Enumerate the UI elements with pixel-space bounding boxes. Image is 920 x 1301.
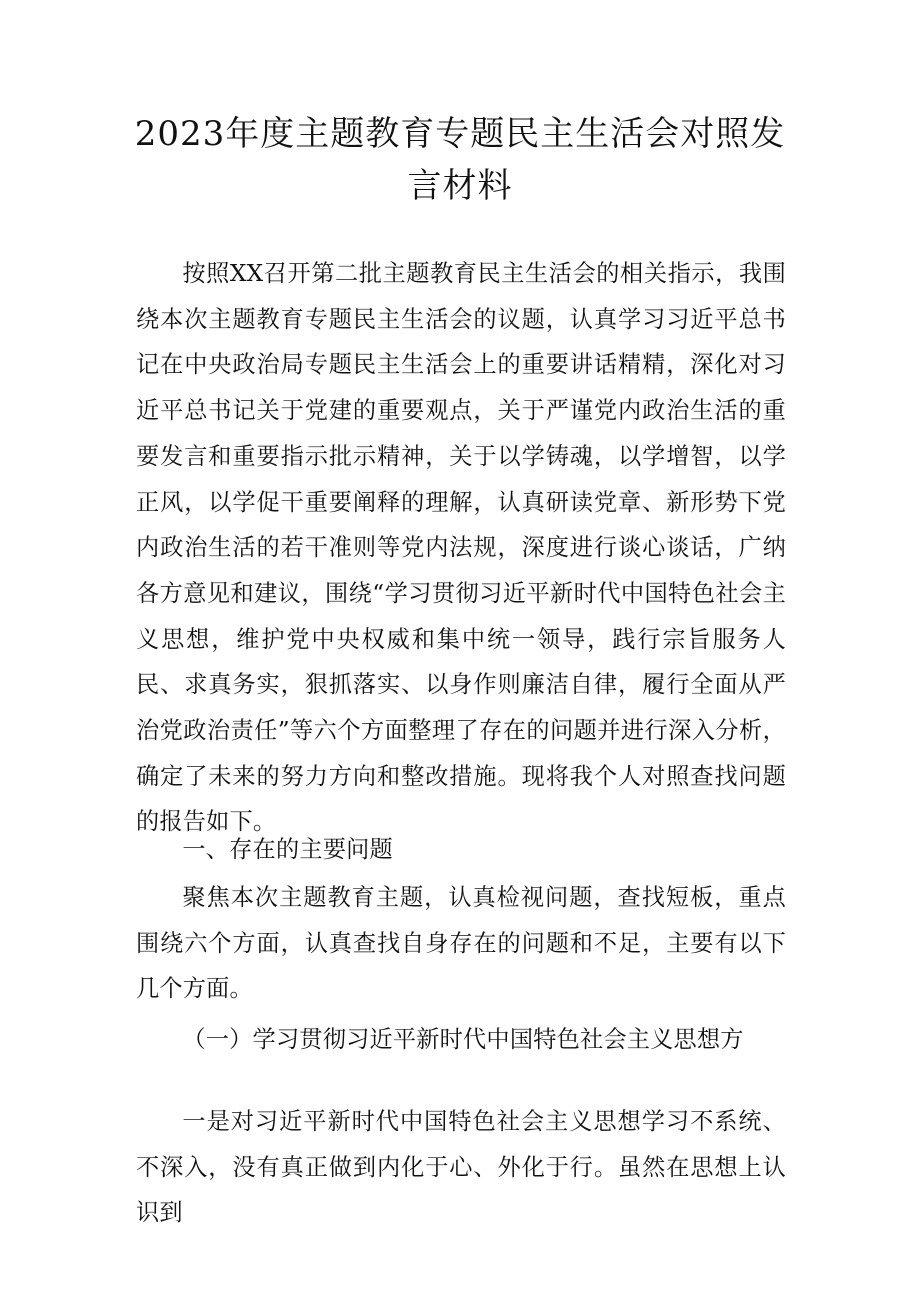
title-line-2: 言材料 (407, 166, 513, 206)
title-line-1: 2023年度主题教育专题民主生活会对照发 (134, 114, 786, 154)
point-one-paragraph: 一是对习近平新时代中国特色社会主义思想学习不系统、不深入，没有真正做到内化于心、外化于行。虽然在思想上认识到 (136, 1108, 786, 1227)
section-heading-problems: 一、存在的主要问题 (182, 836, 393, 863)
document-title (120, 108, 800, 212)
focus-paragraph: 聚焦本次主题教育主题，认真检视问题，查找短板，重点围绕六个方面，认真查找自身存在的问题和不足，主要有以下几个方面。 (136, 884, 786, 1003)
subsection-heading-1: （一）学习贯彻习近平新时代中国特色社会主义思想方 (182, 1026, 744, 1053)
intro-paragraph: 按照XX召开第二批主题教育民主生活会的相关指示，我围绕本次主题教育专题民主生活会的议题，认真学习习近平总书记在中央政治局专题民主生活会上的重要讲话精精，深化对习近平总书记关于党建的重要观点，关于严谨党内政治生活的重要发言和重要指示批示精神，关于以学铸魂，以学增智，以学正风，以学促干重要阐释的理解，认真研读党章、新形势下党内政治生活的若干准则等党内法规，深度进行谈心谈话，广纳各方意见和建议，围绕“学习贯彻习近平新时代中国特色社会主义思想，维护党中央权威和集中统一领导，践行宗旨服务人民、求真务实，狠抓落实、以身作则廉洁自律，履行全面从严治党政治责任”等六个方面整理了存在的问题并进行深入分析，确定了未来的努力方向和整改措施。现将我个人对照查找问题的报告如下。 (136, 260, 786, 836)
